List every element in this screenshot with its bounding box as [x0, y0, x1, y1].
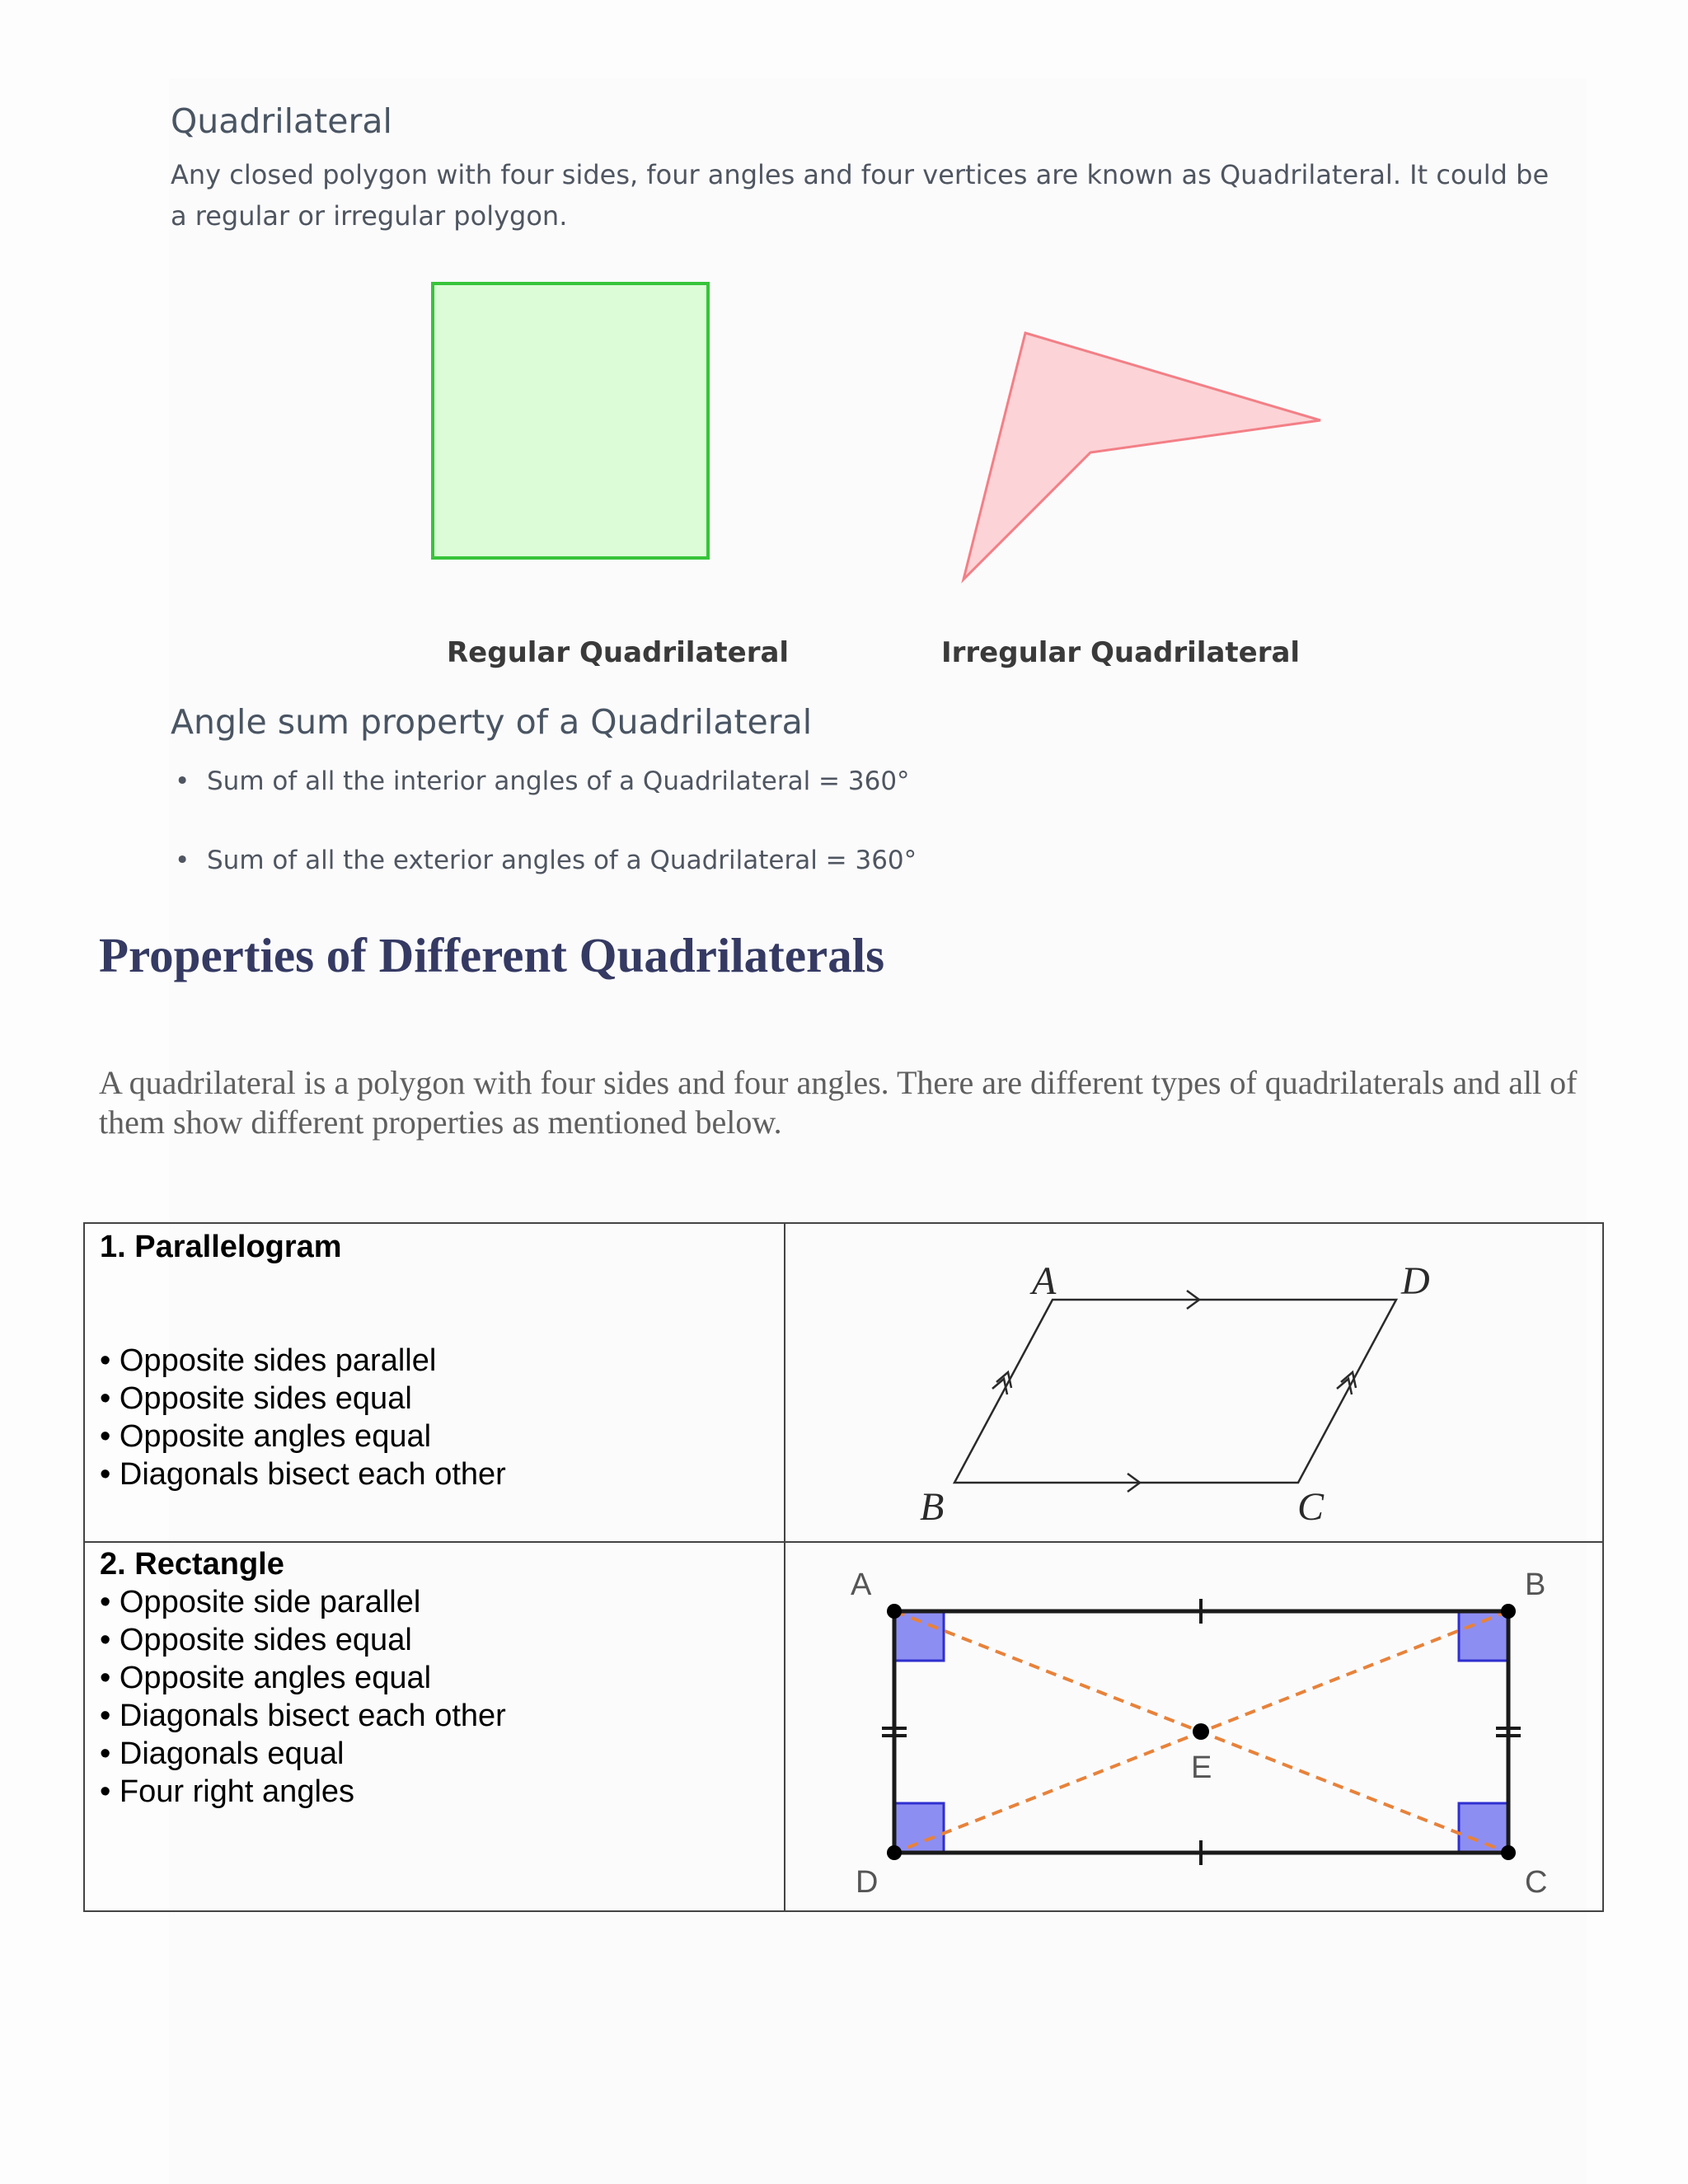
rectangle-diagram: [841, 1558, 1566, 1912]
list-item: • Diagonals bisect each other: [100, 1455, 506, 1493]
list-item: • Opposite sides equal: [100, 1621, 506, 1659]
quadrilateral-title: Quadrilateral: [171, 101, 392, 141]
vertex-label-a: A: [1032, 1259, 1057, 1303]
vertex-label-b: B: [1525, 1568, 1546, 1602]
list-item: • Diagonals bisect each other: [100, 1697, 506, 1735]
list-item: • Opposite sides parallel: [100, 1342, 506, 1380]
angle-sum-item: • Sum of all the interior angles of a Quadrilateral = 360°: [171, 758, 917, 837]
right-angle-marker-b: [1459, 1611, 1508, 1661]
parallelogram-properties: [100, 1342, 506, 1493]
center-label-e: E: [1191, 1750, 1212, 1785]
right-angle-marker-a: [894, 1611, 944, 1661]
vertex-label-c: C: [1297, 1485, 1325, 1529]
list-item: • Opposite side parallel: [100, 1583, 506, 1621]
table-row-divider: [85, 1541, 1602, 1543]
vertex-label-d: D: [856, 1865, 879, 1900]
properties-heading: Properties of Different Quadrilaterals: [99, 928, 885, 982]
angle-sum-title: Angle sum property of a Quadrilateral: [171, 702, 813, 742]
rectangle-cell: [100, 1545, 506, 1811]
table-column-divider: [784, 1224, 785, 1910]
quadrilateral-figures: [0, 0, 1688, 626]
vertex-label-a: A: [851, 1568, 872, 1602]
rectangle-properties: [100, 1583, 506, 1811]
regular-quadrilateral-shape: [433, 284, 708, 558]
vertex-label-c: C: [1525, 1865, 1548, 1900]
list-item: • Four right angles: [100, 1773, 506, 1811]
parallelogram-diagram: [907, 1236, 1484, 1541]
regular-quadrilateral-caption: Regular Quadrilateral: [447, 636, 790, 669]
rectangle-title: 2. Rectangle: [100, 1547, 284, 1582]
properties-intro-paragraph: A quadrilateral is a polygon with four sides and four angles. There are different types of quadrilaterals and all of them show different properties as mentioned below.: [99, 1064, 1578, 1141]
angle-sum-item: • Sum of all the exterior angles of a Quadrilateral = 360°: [171, 837, 917, 916]
irregular-quadrilateral-caption: Irregular Quadrilateral: [941, 636, 1301, 669]
vertex-label-b: B: [920, 1485, 945, 1529]
quadrilateral-definition: Any closed polygon with four sides, four angles and four vertices are known as Quadrilateral. It could be a regular or irregular polygon.: [171, 159, 1550, 232]
list-item: • Opposite sides equal: [100, 1380, 506, 1418]
list-item: • Opposite angles equal: [100, 1418, 506, 1455]
angle-sum-list: [171, 758, 917, 916]
parallelogram-cell: [100, 1228, 506, 1493]
list-item: • Opposite angles equal: [100, 1659, 506, 1697]
vertex-points: [887, 1604, 1516, 1860]
right-angle-marker-d: [894, 1803, 944, 1853]
list-item: • Diagonals equal: [100, 1735, 506, 1773]
vertex-label-d: D: [1401, 1259, 1430, 1303]
right-angle-marker-c: [1459, 1803, 1508, 1853]
parallelogram-title: 1. Parallelogram: [100, 1230, 342, 1264]
parallelogram-outline: [954, 1300, 1396, 1483]
irregular-quadrilateral-shape: [964, 333, 1320, 579]
